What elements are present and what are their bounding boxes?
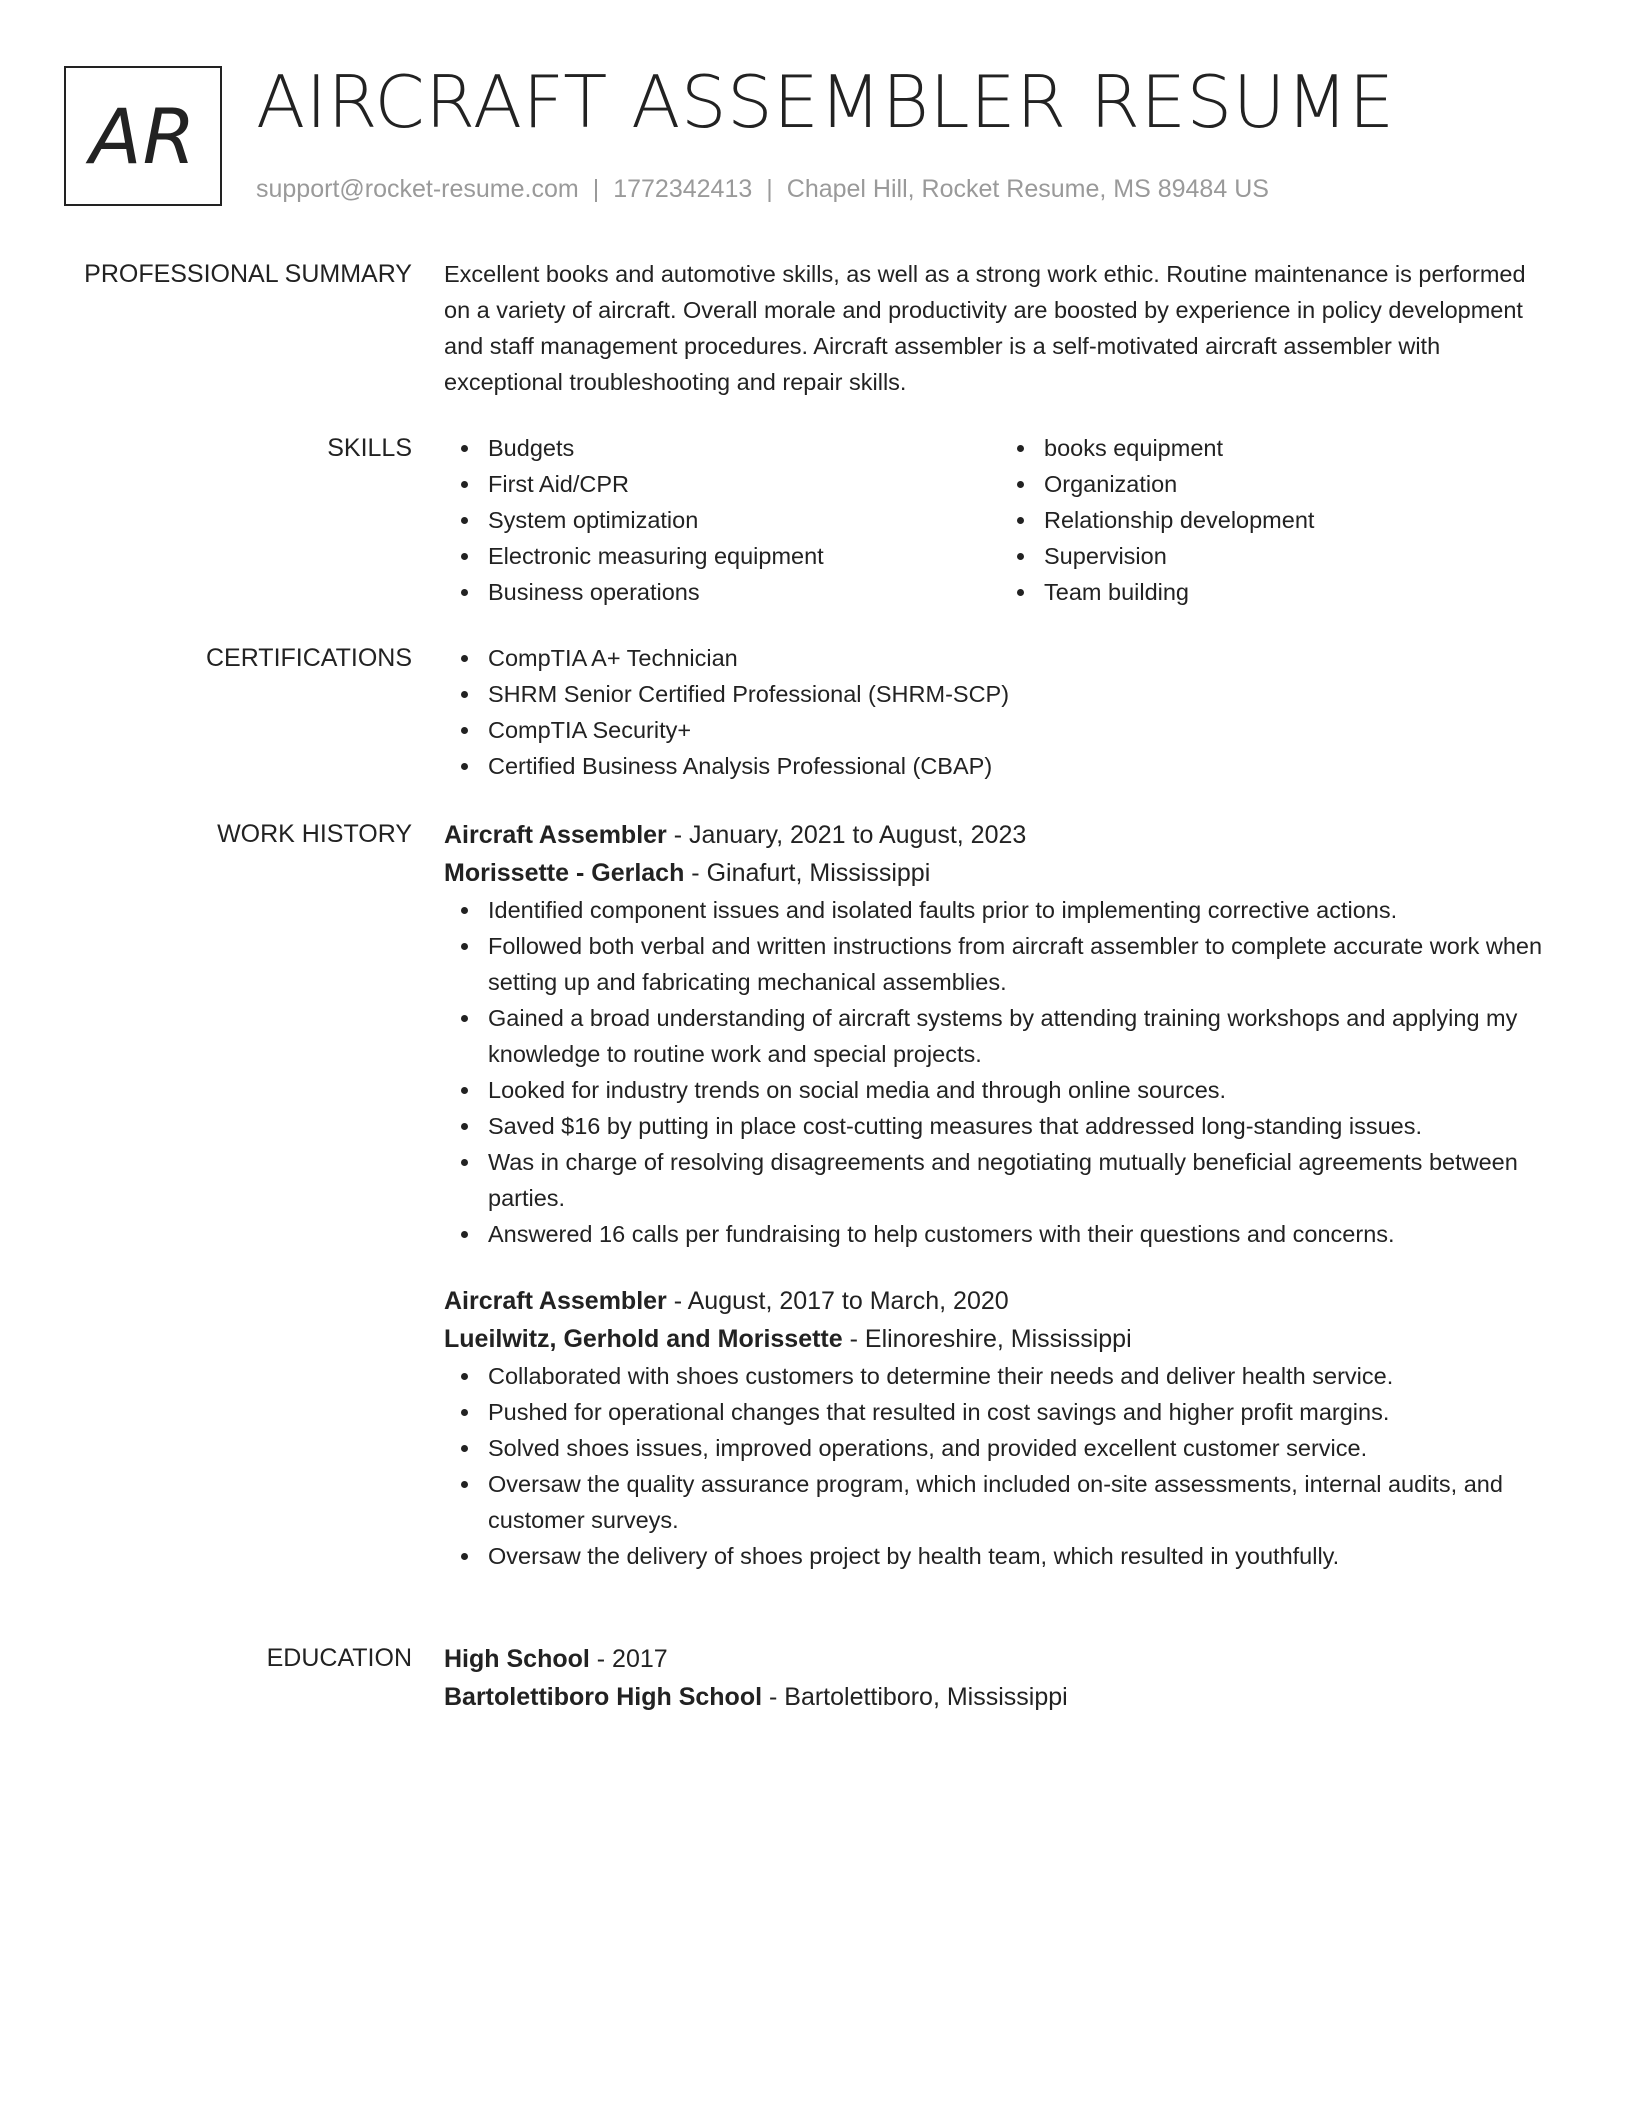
job-bullet-list [444, 1358, 1556, 1574]
job-bullet: Looked for industry trends on social media and through online sources. [488, 1072, 1556, 1108]
job-bullet: Gained a broad understanding of aircraft systems by attending training workshops and applying my knowledge to routine work and special projects. [488, 1000, 1556, 1072]
contact-separator: | [766, 175, 773, 203]
job-bullet-list [444, 892, 1556, 1252]
skill-item: Budgets [488, 430, 1000, 466]
skills-list-right [1000, 430, 1556, 610]
job-bullet: Oversaw the quality assurance program, which included on-site assessments, internal audits, and customer surveys. [488, 1466, 1556, 1538]
job-bullet: Pushed for operational changes that resulted in cost savings and higher profit margins. [488, 1394, 1556, 1430]
job-title-line [444, 816, 1556, 854]
certification-item: CompTIA A+ Technician [488, 640, 1556, 676]
job-title: Aircraft Assembler [444, 821, 667, 849]
section-label-skills: SKILLS [327, 434, 412, 462]
job-dates: - August, 2017 to March, 2020 [666, 1287, 1009, 1315]
education-school-line [444, 1678, 1556, 1716]
skill-item: System optimization [488, 502, 1000, 538]
job-bullet: Followed both verbal and written instructions from aircraft assembler to complete accurate work when setting up and fabricating mechanical assemblies. [488, 928, 1556, 1000]
certifications-body [444, 640, 1556, 784]
job-entry [444, 816, 1556, 1252]
education-body [444, 1640, 1556, 1716]
job-company: Lueilwitz, Gerhold and Morissette [444, 1325, 843, 1353]
summary-text: Excellent books and automotive skills, as well as a strong work ethic. Routine maintenance is performed on a variety of aircraft. Overall morale and productivity are boosted by experience in policy development and staff management procedures. Aircraft assembler is a self-motivated aircraft assembler with exceptional troubleshooting and repair skills. [444, 261, 1526, 395]
certification-item: CompTIA Security+ [488, 712, 1556, 748]
job-company-line [444, 854, 1556, 892]
contact-address: Chapel Hill, Rocket Resume, MS 89484 US [786, 175, 1269, 203]
skill-item: First Aid/CPR [488, 466, 1000, 502]
education-year: - 2017 [589, 1645, 668, 1673]
certification-item: Certified Business Analysis Professional (CBAP) [488, 748, 1556, 784]
skill-item: Relationship development [1044, 502, 1556, 538]
skill-item: Electronic measuring equipment [488, 538, 1000, 574]
job-location: - Elinoreshire, Mississippi [842, 1325, 1132, 1353]
education-location: - Bartolettiboro, Mississippi [762, 1683, 1068, 1711]
job-title-line [444, 1282, 1556, 1320]
job-location: - Ginafurt, Mississippi [684, 859, 931, 887]
job-company-line [444, 1320, 1556, 1358]
job-title: Aircraft Assembler [444, 1287, 667, 1315]
work-body [444, 816, 1556, 1574]
job-company: Morissette - Gerlach [444, 859, 685, 887]
job-entry [444, 1282, 1556, 1574]
education-degree: High School [444, 1645, 590, 1673]
education-school: Bartolettiboro High School [444, 1683, 763, 1711]
resume-title: AIRCRAFT ASSEMBLER RESUME [256, 60, 1395, 144]
skill-item: Business operations [488, 574, 1000, 610]
job-bullet: Identified component issues and isolated faults prior to implementing corrective actions. [488, 892, 1556, 928]
contact-separator: | [592, 175, 600, 203]
skill-item: books equipment [1044, 430, 1556, 466]
job-bullet: Oversaw the delivery of shoes project by health team, which resulted in youthfully. [488, 1538, 1556, 1574]
contact-phone: 1772342413 [613, 175, 753, 203]
education-degree-line [444, 1640, 1556, 1678]
section-label-education: EDUCATION [266, 1644, 412, 1672]
skills-list-left [444, 430, 1000, 610]
job-dates: - January, 2021 to August, 2023 [666, 821, 1027, 849]
monogram-initials: AR [89, 91, 197, 181]
certifications-list [444, 640, 1556, 784]
summary-body [444, 256, 1556, 400]
contact-email: support@rocket-resume.com [256, 175, 579, 203]
job-bullet: Saved $16 by putting in place cost-cutting measures that addressed long-standing issues. [488, 1108, 1556, 1144]
skill-item: Organization [1044, 466, 1556, 502]
job-bullet: Solved shoes issues, improved operations, and provided excellent customer service. [488, 1430, 1556, 1466]
job-bullet: Collaborated with shoes customers to determine their needs and deliver health service. [488, 1358, 1556, 1394]
job-bullet: Answered 16 calls per fundraising to help customers with their questions and concerns. [488, 1216, 1556, 1252]
section-label-certifications: CERTIFICATIONS [205, 644, 412, 672]
job-bullet: Was in charge of resolving disagreements and negotiating mutually beneficial agreements between parties. [488, 1144, 1556, 1216]
section-label-work: WORK HISTORY [217, 820, 412, 848]
monogram-box [64, 66, 222, 206]
contact-line [256, 172, 1269, 206]
skill-item: Supervision [1044, 538, 1556, 574]
skills-body [444, 430, 1556, 610]
skill-item: Team building [1044, 574, 1556, 610]
certification-item: SHRM Senior Certified Professional (SHRM-SCP) [488, 676, 1556, 712]
section-label-summary: PROFESSIONAL SUMMARY [84, 260, 412, 288]
